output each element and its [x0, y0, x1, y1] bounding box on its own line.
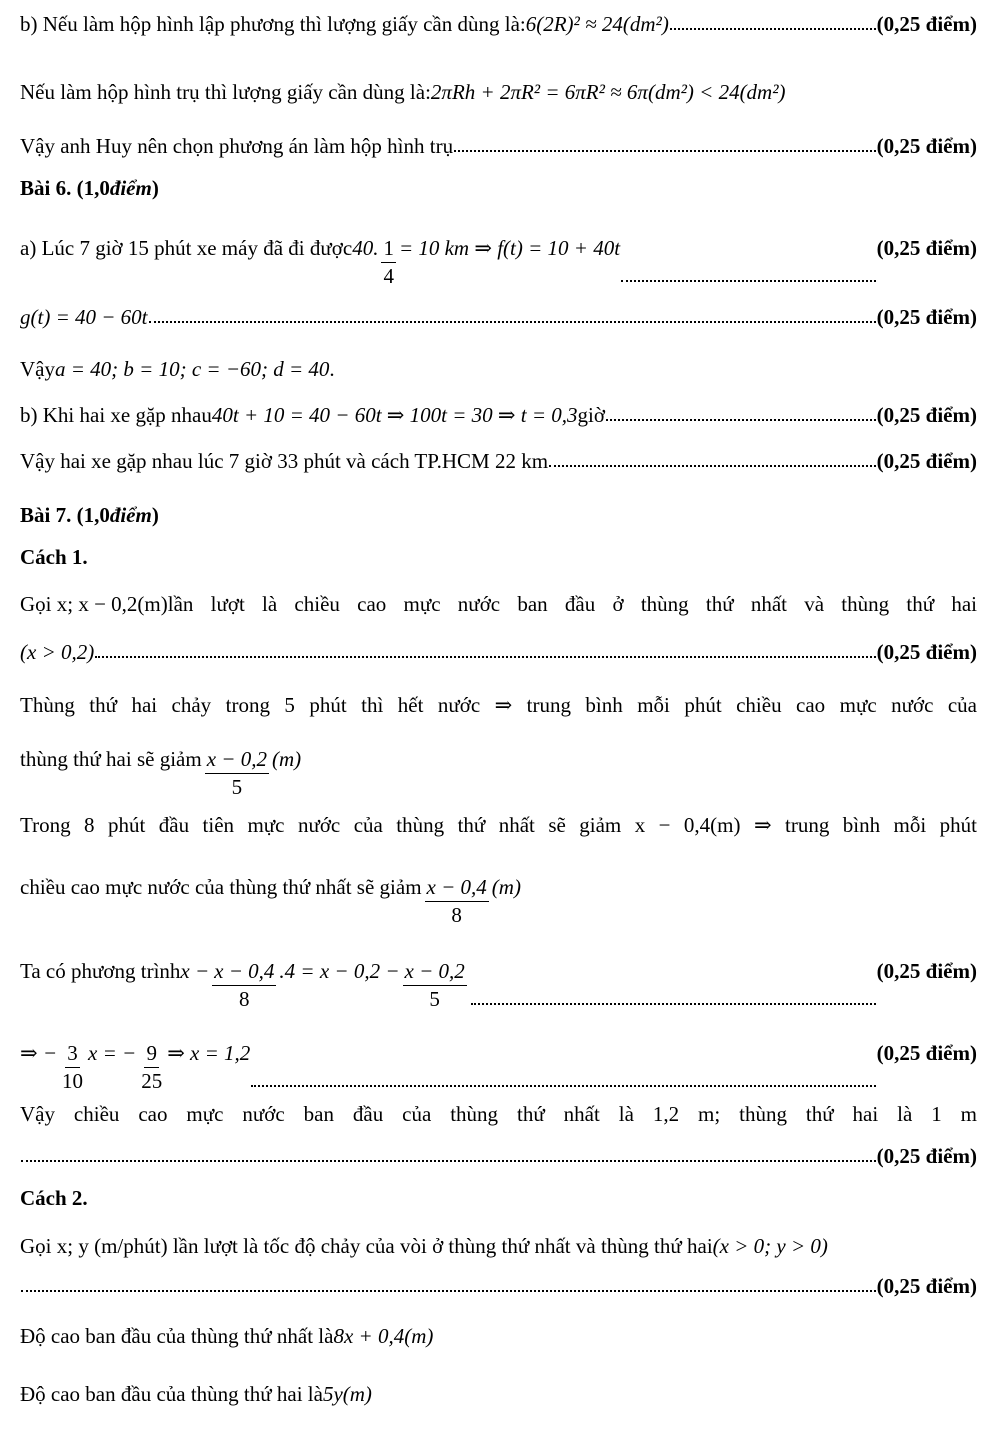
formula: 5y(m) — [322, 1382, 372, 1406]
points-label: (0,25 điểm) — [876, 1274, 977, 1298]
formula: (x > 0; y > 0) — [712, 1234, 828, 1258]
text: b) Nếu làm hộp hình lập phương thì lượng giấy cần dùng là: — [20, 12, 526, 36]
formula: 40t + 10 = 40 − 60t ⇒ 100t = 30 ⇒ t = 0,3 — [211, 403, 578, 427]
section-heading-bai6: Bài 6. (1,0 điểm ) — [20, 176, 159, 200]
fraction: $\frac{x - 0,2}{5}$ — [404, 959, 465, 1012]
speed-points-line — [20, 1275, 977, 1298]
fraction: $\frac{9}{25}$ — [141, 1041, 163, 1094]
answer-line — [20, 1103, 977, 1126]
tank2-line — [20, 694, 977, 717]
text: lần lượt là chiều cao mực nước ban đầu ở thùng thứ nhất và thùng thứ hai — [167, 592, 977, 616]
points-label: (0,25 điểm) — [876, 1144, 977, 1168]
equation-line: Ta có phương trình x − $\frac{x - 0,4}{8}$ .4 = x − 0,2 − $\frac{x - 0,2}{5}$ (0,25 điểm) — [20, 959, 977, 1012]
part-b-line: b) Khi hai xe gặp nhau 40t + 10 = 40 − 60t ⇒ 100t = 30 ⇒ t = 0,3 giờ (0,25 điểm) — [20, 403, 977, 427]
text: Thùng thứ hai chảy trong 5 phút thì hết nước ⇒ trung bình mỗi phút chiều cao mực nước của — [20, 693, 977, 717]
tank2-height-line — [20, 1383, 977, 1406]
formula: Gọi x; x − 0,2(m) — [20, 592, 168, 616]
cube-paper-line — [20, 13, 977, 36]
formula: a = 40; b = 10; c = −60; d = 40 — [55, 357, 330, 381]
points-label: (0,25 điểm) — [876, 305, 977, 329]
dot-leader — [149, 320, 876, 323]
points-label: (0,25 điểm) — [876, 959, 977, 983]
text: Độ cao ban đầu của thùng thứ nhất là — [20, 1324, 334, 1348]
cylinder-paper-line — [20, 81, 977, 104]
text: Vậy — [20, 357, 55, 381]
points-label: (0,25 điểm) — [876, 640, 977, 664]
text: Ta có phương trình — [20, 959, 181, 983]
dot-leader — [251, 1084, 875, 1087]
points-label: (0,25 điểm) — [876, 403, 977, 427]
text: thùng thứ hai sẽ giảm — [20, 747, 202, 771]
text: Trong 8 phút đầu tiên mực nước của thùng thứ nhất sẽ giảm x − 0,4(m) ⇒ trung bình mỗi phút — [20, 813, 977, 837]
condition-line — [20, 641, 977, 664]
dot-leader — [21, 1159, 876, 1162]
points-label: (0,25 điểm) — [876, 1041, 977, 1065]
speed-definition-line — [20, 1235, 977, 1258]
tank1-height-line — [20, 1325, 977, 1348]
g-function-line — [20, 306, 977, 329]
text: Vậy hai xe gặp nhau lúc 7 giờ 33 phút và cách TP.HCM 22 km — [20, 449, 549, 473]
definition-line — [20, 593, 977, 616]
formula: g(t) = 40 − 60t — [20, 305, 148, 329]
dot-leader — [670, 27, 876, 30]
conclusion-line — [20, 135, 977, 158]
text: Gọi x; y (m/phút) lần lượt là tốc độ chảy của vòi ở thùng thứ nhất và thùng thứ hai — [20, 1234, 713, 1258]
dot-leader — [549, 464, 876, 467]
dot-leader — [95, 655, 875, 658]
dot-leader — [21, 1289, 876, 1292]
answer-points-line — [20, 1145, 977, 1168]
points-label: (0,25 điểm) — [876, 236, 977, 260]
fraction: $\frac{x - 0,4}{8}$ — [426, 875, 487, 928]
dot-leader — [454, 149, 876, 152]
dot-leader — [471, 1002, 876, 1005]
meeting-line — [20, 450, 977, 473]
tank1-line — [20, 814, 977, 837]
text: Độ cao ban đầu của thùng thứ hai là — [20, 1382, 323, 1406]
text: chiều cao mực nước của thùng thứ nhất sẽ giảm — [20, 875, 422, 899]
method-1-heading: Cách 1. — [20, 545, 88, 569]
points-label: (0,25 điểm) — [876, 12, 977, 36]
points-label: (0,25 điểm) — [876, 449, 977, 473]
text: Nếu làm hộp hình trụ thì lượng giấy cần dùng là: — [20, 80, 431, 104]
formula: (x > 0,2) — [20, 640, 95, 664]
dot-leader — [606, 418, 876, 421]
text: a) Lúc 7 giờ 15 phút xe máy đã đi được — [20, 236, 353, 260]
formula: 8x + 0,4(m) — [333, 1324, 434, 1348]
document-page — [20, 0, 977, 1429]
part-a-line: a) Lúc 7 giờ 15 phút xe máy đã đi được 40. $\frac{1}{4}$ = 10 km ⇒ f(t) = 10 + 40t (0,25 điểm) — [20, 236, 977, 289]
solution-line: ⇒ − $\frac{3}{10}$ x = − $\frac{9}{25}$ ⇒ x = 1,2 (0,25 điểm) — [20, 1041, 977, 1094]
text: Vậy anh Huy nên chọn phương án làm hộp hình trụ — [20, 134, 454, 158]
section-heading-bai7: Bài 7. (1,0 điểm ) — [20, 503, 159, 527]
formula: 2πRh + 2πR² = 6πR² ≈ 6π(dm²) < 24(dm²) — [430, 80, 786, 104]
fraction: $\frac{1}{4}$ — [383, 236, 394, 289]
fraction: $\frac{x - 0,2}{5}$ — [206, 747, 267, 800]
text: b) Khi hai xe gặp nhau — [20, 403, 212, 427]
points-label: (0,25 điểm) — [876, 134, 977, 158]
method-2-heading: Cách 2. — [20, 1186, 88, 1210]
formula: 6(2R)² ≈ 24(dm²) — [525, 12, 669, 36]
fraction: $\frac{x - 0,4}{8}$ — [214, 959, 275, 1012]
dot-leader — [621, 279, 876, 282]
tank1-rate-line: chiều cao mực nước của thùng thứ nhất sẽ giảm $\frac{x - 0,4}{8}$ (m) — [20, 875, 521, 928]
tank2-rate-line: thùng thứ hai sẽ giảm $\frac{x - 0,2}{5}$ (m) — [20, 747, 302, 800]
text: Vậy chiều cao mực nước ban đầu của thùng thứ nhất là 1,2 m; thùng thứ hai là 1 m — [20, 1102, 977, 1126]
coefficients-line: Vậy a = 40; b = 10; c = −60; d = 40 . — [20, 357, 335, 381]
fraction: $\frac{3}{10}$ — [62, 1041, 84, 1094]
